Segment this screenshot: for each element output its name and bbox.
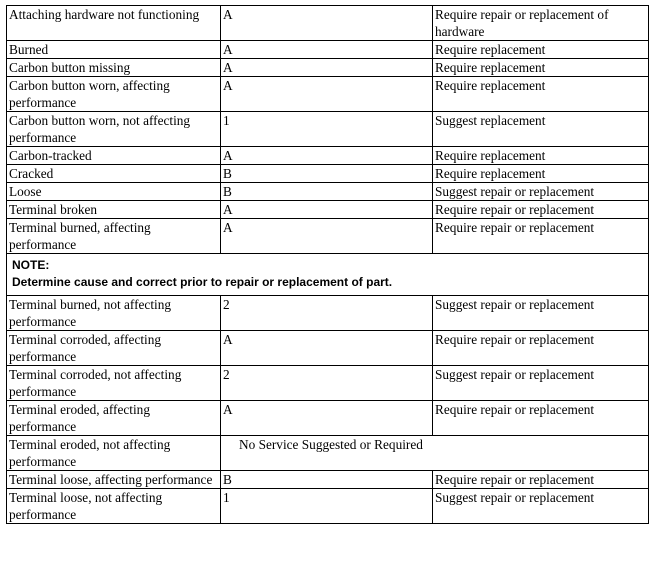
table-row (7, 147, 649, 165)
action-cell: Suggest repair or replacement (433, 183, 649, 201)
code-cell: 1 (221, 112, 433, 147)
note-row (7, 254, 649, 296)
action-cell: Require replacement (433, 165, 649, 183)
condition-cell: Carbon button worn, affecting performance (7, 77, 221, 112)
action-cell: Require replacement (433, 77, 649, 112)
table-row (7, 201, 649, 219)
condition-cell: Carbon button missing (7, 59, 221, 77)
action-cell: Require replacement (433, 147, 649, 165)
table-row (7, 401, 649, 436)
condition-cell: Loose (7, 183, 221, 201)
table-row (7, 183, 649, 201)
action-cell: Require repair or replacement (433, 331, 649, 366)
action-cell: Require repair or replacement (433, 219, 649, 254)
code-cell: B (221, 165, 433, 183)
code-cell: A (221, 59, 433, 77)
action-cell: Require replacement (433, 59, 649, 77)
table-row (7, 41, 649, 59)
condition-cell: Terminal corroded, not affecting performance (7, 366, 221, 401)
table-row (7, 165, 649, 183)
code-cell: B (221, 471, 433, 489)
code-cell: A (221, 331, 433, 366)
condition-cell: Carbon button worn, not affecting performance (7, 112, 221, 147)
action-cell: Suggest replacement (433, 112, 649, 147)
code-cell: A (221, 41, 433, 59)
inspection-table (6, 5, 649, 524)
code-cell: 2 (221, 296, 433, 331)
action-cell: Suggest repair or replacement (433, 366, 649, 401)
condition-cell: Cracked (7, 165, 221, 183)
action-cell: Require repair or replacement of hardware (433, 6, 649, 41)
table-row (7, 436, 649, 471)
condition-cell: Terminal loose, affecting performance (7, 471, 221, 489)
table-row (7, 489, 649, 524)
code-cell: A (221, 6, 433, 41)
condition-cell: Terminal loose, not affecting performance (7, 489, 221, 524)
condition-cell: Terminal eroded, not affecting performance (7, 436, 221, 471)
condition-cell: Terminal burned, affecting performance (7, 219, 221, 254)
code-cell: A (221, 77, 433, 112)
condition-cell: Terminal broken (7, 201, 221, 219)
table-row (7, 296, 649, 331)
code-cell: A (221, 219, 433, 254)
condition-cell: Burned (7, 41, 221, 59)
condition-cell: Attaching hardware not functioning (7, 6, 221, 41)
condition-cell: Terminal eroded, affecting performance (7, 401, 221, 436)
note-text: Determine cause and correct prior to repair or replacement of part. (12, 275, 393, 289)
action-cell: Suggest repair or replacement (433, 296, 649, 331)
code-cell: B (221, 183, 433, 201)
code-cell: 2 (221, 366, 433, 401)
note-title: NOTE: (12, 258, 50, 272)
action-cell: Suggest repair or replacement (433, 489, 649, 524)
note-cell (7, 254, 649, 296)
merged-service-cell: No Service Suggested or Required (221, 436, 649, 471)
code-cell: A (221, 201, 433, 219)
table-row (7, 59, 649, 77)
table-row (7, 219, 649, 254)
action-cell: Require replacement (433, 41, 649, 59)
action-cell: Require repair or replacement (433, 401, 649, 436)
table-row (7, 77, 649, 112)
code-cell: A (221, 401, 433, 436)
condition-cell: Terminal burned, not affecting performance (7, 296, 221, 331)
table-row (7, 471, 649, 489)
table-row (7, 331, 649, 366)
table-row (7, 6, 649, 41)
code-cell: 1 (221, 489, 433, 524)
action-cell: Require repair or replacement (433, 201, 649, 219)
code-cell: A (221, 147, 433, 165)
condition-cell: Carbon-tracked (7, 147, 221, 165)
condition-cell: Terminal corroded, affecting performance (7, 331, 221, 366)
table-row (7, 366, 649, 401)
action-cell: Require repair or replacement (433, 471, 649, 489)
table-row (7, 112, 649, 147)
